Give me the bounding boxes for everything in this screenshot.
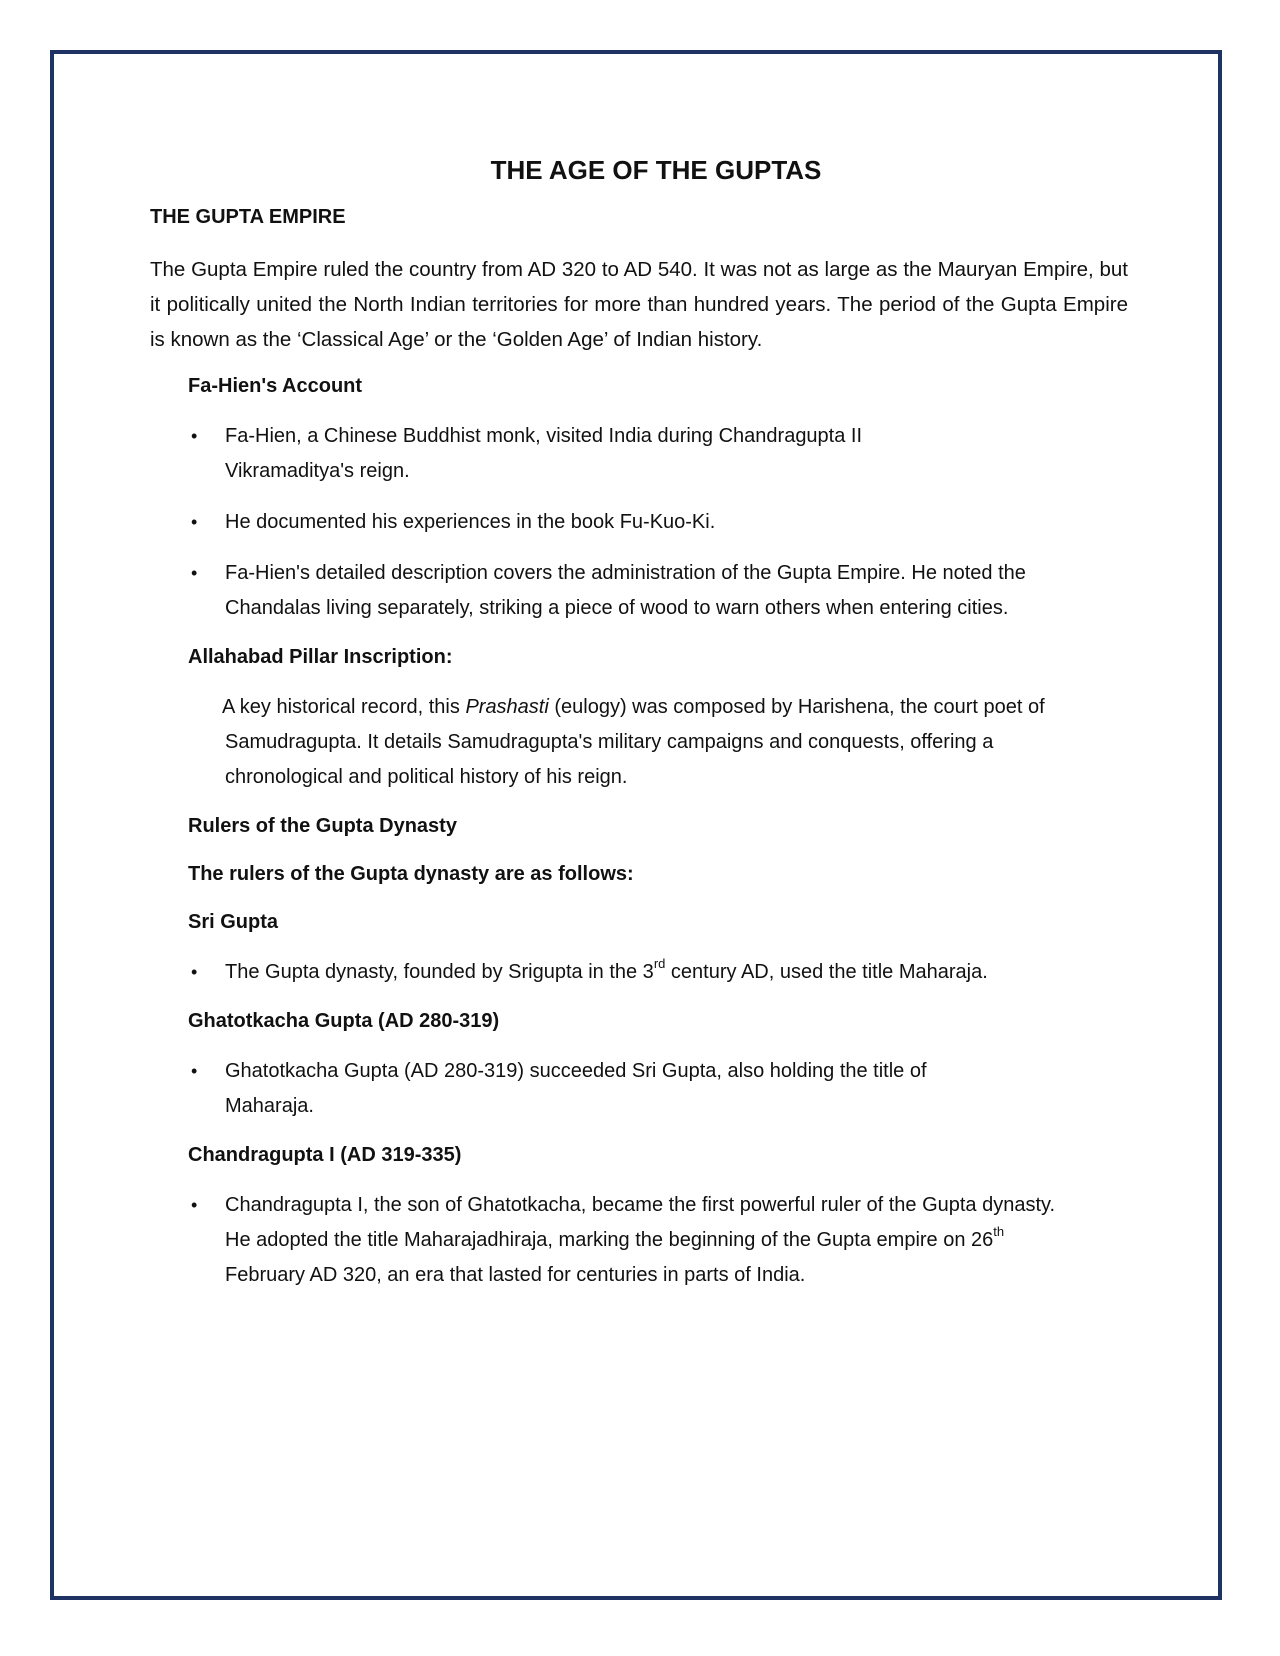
allahabad-text-end: (eulogy) was composed by Harishena, the court poet of Samudragupta. It details Samudragupta's military campaigns and conquests, offering a chronological and political history of his reign.: [225, 696, 1045, 788]
list-item: [191, 419, 925, 489]
list-item-text: Fa-Hien's detailed description covers the administration of the Gupta Empire. He noted the Chandalas living separately, striking a piece of wood to warn others when entering cities.: [225, 562, 1026, 619]
list-item: [191, 505, 1105, 540]
chandragupta-heading: Chandragupta I (AD 319-335): [188, 1144, 462, 1166]
document-body: [150, 152, 1128, 1309]
list-item-text-end: February AD 320, an era that lasted for centuries in parts of India.: [225, 1264, 806, 1286]
list-item-text: The Gupta dynasty, founded by Srigupta in the 3: [225, 961, 654, 983]
allahabad-heading: Allahabad Pillar Inscription:: [188, 646, 453, 668]
ghatotkacha-list: [150, 1054, 1128, 1124]
fahien-heading: Fa-Hien's Account: [188, 375, 363, 397]
section-heading: THE GUPTA EMPIRE: [150, 206, 346, 228]
bullet-icon: •: [191, 1195, 198, 1215]
list-item-text: He documented his experiences in the book Fu-Kuo-Ki.: [225, 511, 716, 533]
bullet-icon: •: [191, 426, 198, 446]
ordinal-suffix: th: [993, 1224, 1005, 1240]
list-item-text: Fa-Hien, a Chinese Buddhist monk, visited India during Chandragupta II Vikramaditya's reign.: [225, 425, 863, 482]
sri-gupta-heading: Sri Gupta: [188, 911, 279, 933]
list-item-text: Ghatotkacha Gupta (AD 280-319) succeeded Sri Gupta, also holding the title of Maharaja.: [225, 1060, 927, 1117]
allahabad-text-start: A key historical record, this: [222, 696, 466, 718]
bullet-icon: •: [191, 962, 198, 982]
list-item: [191, 556, 1085, 626]
bullet-icon: •: [191, 512, 198, 532]
list-item: [191, 1188, 1065, 1293]
intro-paragraph: The Gupta Empire ruled the country from AD 320 to AD 540. It was not as large as the Mauryan Empire, but it politically united the North Indian territories for more than hundred years. The period of the Gupta Empire is known as the ‘Classical Age’ or the ‘Golden Age’ of Indian history.: [150, 258, 1128, 351]
prashasti-term: Prashasti: [465, 696, 549, 718]
ghatotkacha-heading: Ghatotkacha Gupta (AD 280-319): [188, 1010, 500, 1032]
list-item-text-end: century AD, used the title Maharaja.: [665, 961, 988, 983]
bullet-icon: •: [191, 563, 198, 583]
bullet-icon: •: [191, 1061, 198, 1081]
rulers-heading: Rulers of the Gupta Dynasty: [188, 815, 457, 837]
fahien-list: [150, 419, 1128, 626]
list-item: [191, 955, 1105, 990]
allahabad-paragraph: [222, 690, 1065, 795]
sri-gupta-list: [150, 955, 1128, 990]
rulers-intro: The rulers of the Gupta dynasty are as follows:: [188, 863, 634, 885]
list-item: [191, 1054, 985, 1124]
ordinal-suffix: rd: [653, 956, 666, 972]
chandragupta-list: [150, 1188, 1128, 1293]
list-item-text: Chandragupta I, the son of Ghatotkacha, became the first powerful ruler of the Gupta dynasty. He adopted the title Maharajadhiraja, marking the beginning of the Gupta empire on 26: [225, 1194, 1056, 1251]
page-title: THE AGE OF THE GUPTAS: [490, 155, 822, 185]
